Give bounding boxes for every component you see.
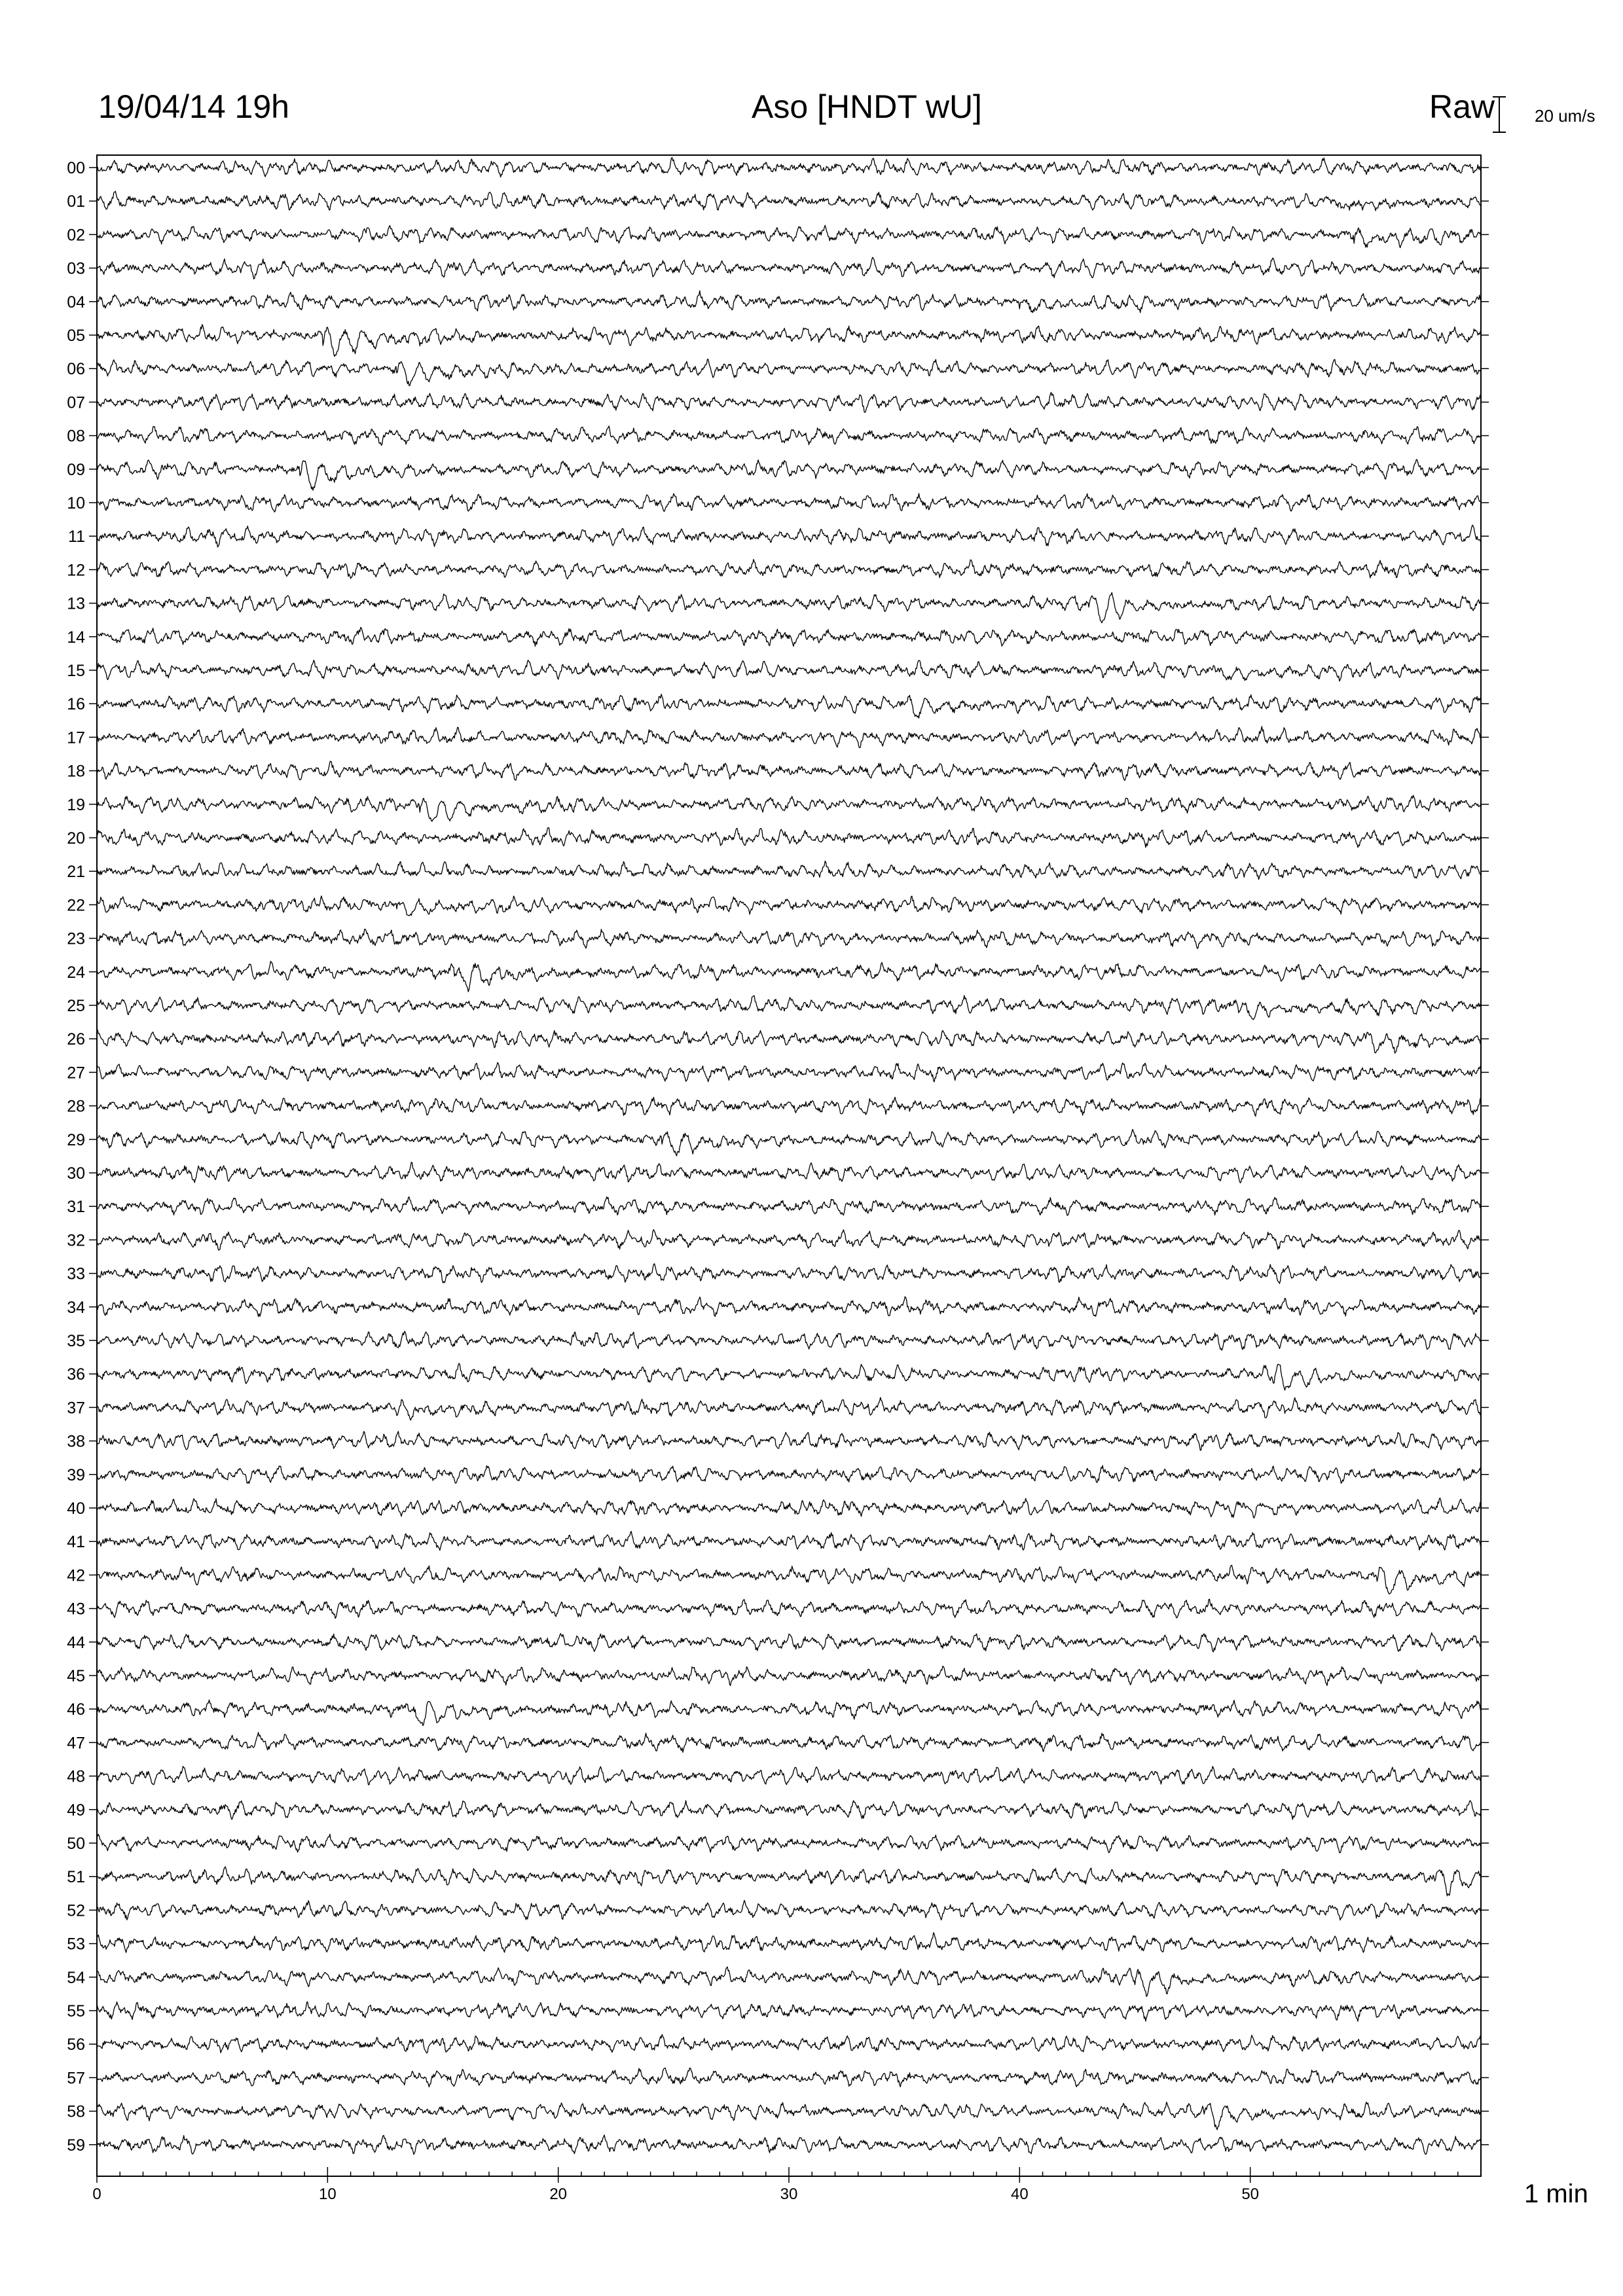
trace-line — [97, 325, 1481, 357]
row-label: 14 — [67, 628, 85, 647]
trace-line — [97, 795, 1481, 821]
row-label: 33 — [67, 1265, 85, 1283]
trace-line — [97, 1700, 1481, 1725]
row-label: 45 — [67, 1667, 85, 1685]
trace-line — [97, 1030, 1481, 1053]
row-label: 48 — [67, 1767, 85, 1786]
trace-line — [97, 1162, 1481, 1183]
x-tick-label: 30 — [780, 2185, 798, 2203]
trace-line — [97, 257, 1481, 279]
trace-line — [97, 525, 1481, 547]
row-label: 50 — [67, 1835, 85, 1853]
row-label: 15 — [67, 662, 85, 680]
trace-line — [97, 1732, 1481, 1753]
station-title: Aso [HNDT wU] — [752, 88, 982, 125]
trace-line — [97, 761, 1481, 780]
row-label: 21 — [67, 863, 85, 882]
mode-label: Raw — [1429, 88, 1495, 125]
x-tick-label: 40 — [1010, 2185, 1029, 2203]
trace-line — [97, 1465, 1481, 1483]
row-label: 00 — [67, 159, 85, 177]
trace-line — [97, 827, 1481, 848]
row-label: 46 — [67, 1700, 85, 1719]
row-label: 38 — [67, 1432, 85, 1451]
trace-line — [97, 592, 1481, 623]
trace-line — [97, 1264, 1481, 1283]
trace-line — [97, 726, 1481, 748]
row-label: 19 — [67, 795, 85, 814]
trace-line — [97, 1933, 1481, 1952]
row-label: 42 — [67, 1566, 85, 1585]
row-label: 52 — [67, 1901, 85, 1920]
trace-line — [97, 1599, 1481, 1619]
trace-line — [97, 1532, 1481, 1551]
trace-line — [97, 929, 1481, 948]
trace-line — [97, 1063, 1481, 1082]
trace-line — [97, 459, 1481, 490]
row-label: 59 — [67, 2136, 85, 2155]
trace-line — [97, 392, 1481, 412]
row-label: 23 — [67, 929, 85, 948]
trace-line — [97, 694, 1481, 719]
trace-line — [97, 1498, 1481, 1518]
row-label: 12 — [67, 561, 85, 580]
row-label: 57 — [67, 2069, 85, 2088]
x-unit-label: 1 min — [1524, 2179, 1588, 2208]
trace-line — [97, 1331, 1481, 1350]
trace-line — [97, 1297, 1481, 1317]
row-label: 56 — [67, 2036, 85, 2054]
trace-line — [97, 2002, 1481, 2022]
trace-line — [97, 1767, 1481, 1785]
row-label: 26 — [67, 1030, 85, 1049]
trace-line — [97, 660, 1481, 681]
trace-line — [97, 158, 1481, 177]
row-label: 28 — [67, 1097, 85, 1116]
row-label: 29 — [67, 1130, 85, 1149]
row-label: 36 — [67, 1365, 85, 1384]
row-label: 31 — [67, 1198, 85, 1217]
trace-line — [97, 2068, 1481, 2087]
row-label: 16 — [67, 695, 85, 714]
row-label: 04 — [67, 293, 85, 312]
row-label: 53 — [67, 1935, 85, 1954]
trace-line — [97, 1967, 1481, 1996]
trace-line — [97, 996, 1481, 1020]
row-label: 55 — [67, 2002, 85, 2020]
trace-line — [97, 1666, 1481, 1686]
trace-line — [97, 1633, 1481, 1652]
row-label: 08 — [67, 427, 85, 446]
trace-line — [97, 493, 1481, 512]
row-label: 30 — [67, 1164, 85, 1183]
row-label: 54 — [67, 1968, 85, 1987]
row-label: 35 — [67, 1332, 85, 1350]
trace-line — [97, 1129, 1481, 1156]
trace-line — [97, 2135, 1481, 2155]
trace-line — [97, 628, 1481, 647]
row-label: 49 — [67, 1801, 85, 1820]
trace-line — [97, 1363, 1481, 1390]
row-label: 06 — [67, 360, 85, 379]
trace-line — [97, 1097, 1481, 1116]
scale-bar-label: 20 um/s — [1535, 106, 1596, 126]
trace-line — [97, 1197, 1481, 1216]
datetime-label: 19/04/14 19h — [98, 88, 289, 125]
row-label: 44 — [67, 1633, 85, 1652]
row-label: 07 — [67, 393, 85, 412]
trace-line — [97, 896, 1481, 916]
row-label: 39 — [67, 1465, 85, 1484]
row-label: 37 — [67, 1399, 85, 1418]
trace-line — [97, 1566, 1481, 1594]
row-label: 58 — [67, 2102, 85, 2121]
row-label: 11 — [68, 528, 85, 547]
trace-line — [97, 1397, 1481, 1420]
trace-line — [97, 961, 1481, 992]
row-label: 47 — [67, 1734, 85, 1753]
trace-line — [97, 1867, 1481, 1896]
trace-line — [97, 225, 1481, 247]
row-label: 18 — [67, 762, 85, 781]
row-label: 03 — [67, 259, 85, 278]
trace-line — [97, 2102, 1481, 2130]
row-label: 10 — [67, 494, 85, 512]
trace-line — [97, 191, 1481, 211]
trace-line — [97, 426, 1481, 446]
row-label: 01 — [67, 192, 85, 211]
row-label: 27 — [67, 1064, 85, 1083]
row-label: 24 — [67, 963, 85, 982]
trace-line — [97, 1431, 1481, 1450]
row-label: 32 — [67, 1231, 85, 1250]
trace-line — [97, 2034, 1481, 2053]
row-label: 41 — [67, 1533, 85, 1552]
row-label: 20 — [67, 829, 85, 848]
row-label: 09 — [67, 460, 85, 479]
row-label: 34 — [67, 1298, 85, 1317]
x-tick-label: 20 — [549, 2185, 568, 2203]
row-label: 02 — [67, 226, 85, 245]
trace-line — [97, 1801, 1481, 1820]
trace-line — [97, 560, 1481, 579]
trace-line — [97, 291, 1481, 313]
trace-line — [97, 1901, 1481, 1920]
row-label: 22 — [67, 896, 85, 915]
x-tick-label: 50 — [1241, 2185, 1260, 2203]
trace-line — [97, 1230, 1481, 1250]
row-label: 51 — [67, 1868, 85, 1887]
trace-line — [97, 359, 1481, 386]
row-label: 13 — [67, 594, 85, 613]
trace-line — [97, 1834, 1481, 1852]
x-tick-label: 0 — [92, 2185, 101, 2203]
row-label: 40 — [67, 1499, 85, 1518]
row-label: 25 — [67, 997, 85, 1015]
x-tick-label: 10 — [318, 2185, 337, 2203]
row-label: 17 — [67, 728, 85, 747]
row-label: 05 — [67, 327, 85, 345]
row-label: 43 — [67, 1600, 85, 1619]
trace-line — [97, 861, 1481, 880]
